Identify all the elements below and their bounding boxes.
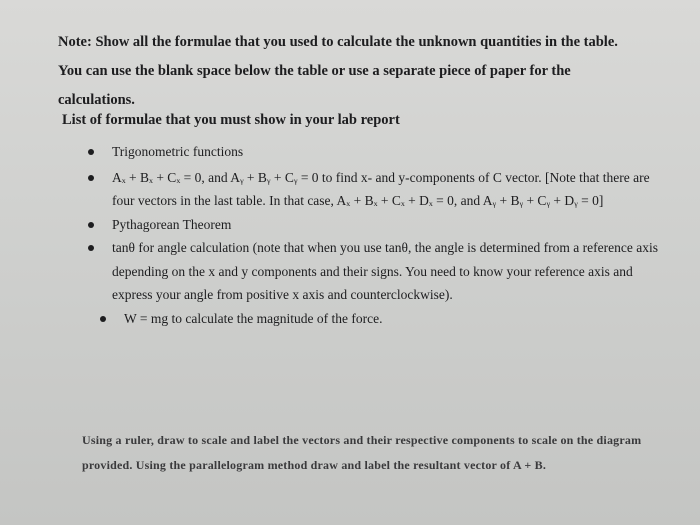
bullet-icon (88, 222, 94, 228)
bullet-text-components: Aₓ + Bₓ + Cₓ = 0, and Aᵧ + Bᵧ + Cᵧ = 0 to find x- and y-components of C vector. [Note that there are four vectors in the last table. In that case, Aₓ + Bₓ + Cₓ + Dₓ = 0, and Aᵧ + Bᵧ + Cᵧ + Dᵧ = 0] (112, 169, 650, 208)
list-item (88, 140, 668, 164)
list-item (100, 307, 668, 331)
formula-list (88, 140, 668, 330)
note-paragraph (58, 28, 688, 115)
bullet-icon (100, 316, 106, 322)
note-line-1: Note: Show all the formulae that you used to calculate the unknown quantities in the table. (58, 34, 618, 50)
list-title: List of formulae that you must show in your lab report (62, 112, 400, 128)
list-item (88, 213, 668, 237)
bullet-icon (88, 149, 94, 155)
bullet-text-weight: W = mg to calculate the magnitude of the force. (124, 310, 383, 326)
bullet-icon (88, 245, 94, 251)
list-item (88, 166, 668, 213)
instructions-paragraph: Using a ruler, draw to scale and label the vectors and their respective components to scale on the diagram provided. Using the parallelogram method draw and label the resultant vector of A + B. (82, 433, 642, 472)
bullet-text-trig: Trigonometric functions (112, 144, 244, 159)
bullet-text-pythagorean: Pythagorean Theorem (112, 216, 232, 232)
bullet-icon (88, 175, 94, 181)
note-line-3: calculations. (58, 92, 135, 108)
note-line-2: You can use the blank space below the table or use a separate piece of paper for the (58, 63, 571, 79)
bullet-text-tan: tanθ for angle calculation (note that when you use tanθ, the angle is determined from a reference axis depending on the x and y components and their signs. You need to know your reference axis and express your angle from positive x axis and counterclockwise). (112, 240, 658, 302)
list-item (88, 236, 668, 307)
